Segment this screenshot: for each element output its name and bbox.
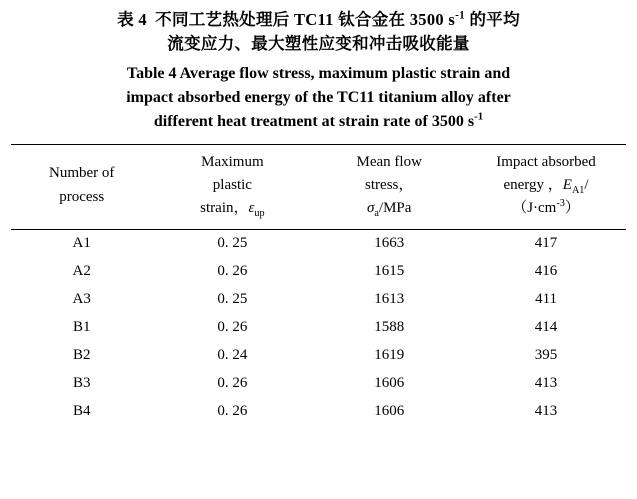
column-header-strain-label: strain， <box>200 200 249 217</box>
column-header-strain-subscript: up <box>254 208 265 220</box>
column-header-plastic-strain <box>152 144 312 229</box>
cell-energy: 413 <box>534 375 558 392</box>
caption-english-line-3 <box>10 110 627 134</box>
column-header-stress-line-1: Mean flow <box>356 153 422 170</box>
caption-cn-text-1: 不同工艺热处理后 TC11 钛合金在 3500 s <box>155 10 456 29</box>
cell-stress: 1613 <box>374 291 405 308</box>
table-row <box>11 314 626 342</box>
cell-process: A1 <box>11 229 152 258</box>
cell-process: B2 <box>72 347 91 364</box>
column-header-energy-line-2 <box>468 174 624 197</box>
cell-process: A2 <box>72 263 91 280</box>
caption-en-sup-3: -1 <box>474 110 484 123</box>
cell-energy: 413 <box>534 403 558 420</box>
table-row <box>11 258 626 286</box>
cell-stress: 1615 <box>374 263 405 280</box>
cell-stress: 1606 <box>374 375 405 392</box>
table-row <box>11 342 626 370</box>
column-header-stress-line-2: stress， <box>365 177 414 194</box>
results-table <box>11 144 626 426</box>
cell-strain: 0. 26 <box>217 403 248 420</box>
table-number-cn: 表 4 <box>117 10 147 29</box>
cell-stress: 1606 <box>374 403 405 420</box>
column-header-stress-unit: /MPa <box>378 200 412 217</box>
caption-english-line-1: Table 4 Average flow stress, maximum plastic strain and <box>126 64 511 82</box>
column-header-stress-symbol: σ <box>366 200 375 217</box>
column-header-energy-label: energy ， <box>503 177 563 194</box>
column-header-flow-stress <box>312 144 466 229</box>
caption-english <box>10 62 627 134</box>
cell-energy: 414 <box>534 319 558 336</box>
column-header-process <box>11 144 152 229</box>
table-header <box>11 144 626 229</box>
cell-stress: 1663 <box>312 229 466 258</box>
caption-chinese-line-1 <box>10 8 627 32</box>
column-header-energy-symbol: E <box>562 177 572 194</box>
cell-stress: 1619 <box>374 347 405 364</box>
table-header-row <box>11 144 626 229</box>
column-header-energy-unit-pre: （J·cm <box>512 200 557 217</box>
table-body <box>11 229 626 426</box>
column-header-stress-line-3 <box>314 197 464 220</box>
cell-strain: 0. 25 <box>217 291 248 308</box>
table-row <box>11 398 626 426</box>
cell-strain: 0. 25 <box>152 229 312 258</box>
cell-energy: 411 <box>535 291 558 308</box>
cell-energy: 416 <box>534 263 558 280</box>
caption-cn-text-1b: 的平均 <box>465 10 520 29</box>
column-header-stress-subscript: a <box>374 208 379 220</box>
caption-cn-sup-1: -1 <box>455 9 466 22</box>
column-header-energy-line-3 <box>468 197 624 220</box>
caption-english-line-2: impact absorbed energy of the TC11 titanium alloy after <box>126 88 511 106</box>
column-header-impact-energy <box>466 144 626 229</box>
cell-strain: 0. 26 <box>217 319 248 336</box>
column-header-strain-line-2: plastic <box>212 177 252 194</box>
cell-energy: 417 <box>466 229 626 258</box>
cell-process: A3 <box>72 291 91 308</box>
column-header-strain-line-1: Maximum <box>201 153 264 170</box>
column-header-strain-symbol: ε <box>248 200 255 217</box>
column-header-energy-unit-sup: -3 <box>556 198 565 210</box>
column-header-energy-unit-post: ） <box>564 200 580 217</box>
cell-strain: 0. 26 <box>217 263 248 280</box>
cell-energy: 395 <box>534 347 558 364</box>
column-header-energy-slash: / <box>584 177 589 194</box>
caption-en-text-3: different heat treatment at strain rate of 3500 s <box>153 112 475 130</box>
column-header-energy-subscript: A1 <box>571 185 585 197</box>
column-header-process-line-2: process <box>59 188 105 205</box>
cell-stress: 1588 <box>374 319 405 336</box>
caption-chinese-line-2: 流变应力、最大塑性应变和冲击吸收能量 <box>167 33 470 53</box>
cell-process: B4 <box>72 403 91 420</box>
cell-process: B3 <box>72 375 91 392</box>
cell-strain: 0. 24 <box>217 347 248 364</box>
column-header-process-line-1: Number of <box>49 165 115 182</box>
cell-strain: 0. 26 <box>217 375 248 392</box>
table-row <box>11 286 626 314</box>
cell-process: B1 <box>72 319 91 336</box>
table-row <box>11 370 626 398</box>
column-header-strain-line-3 <box>154 197 310 220</box>
caption-chinese <box>10 8 627 56</box>
column-header-energy-line-1: Impact absorbed <box>496 153 596 170</box>
table-row <box>11 229 626 258</box>
